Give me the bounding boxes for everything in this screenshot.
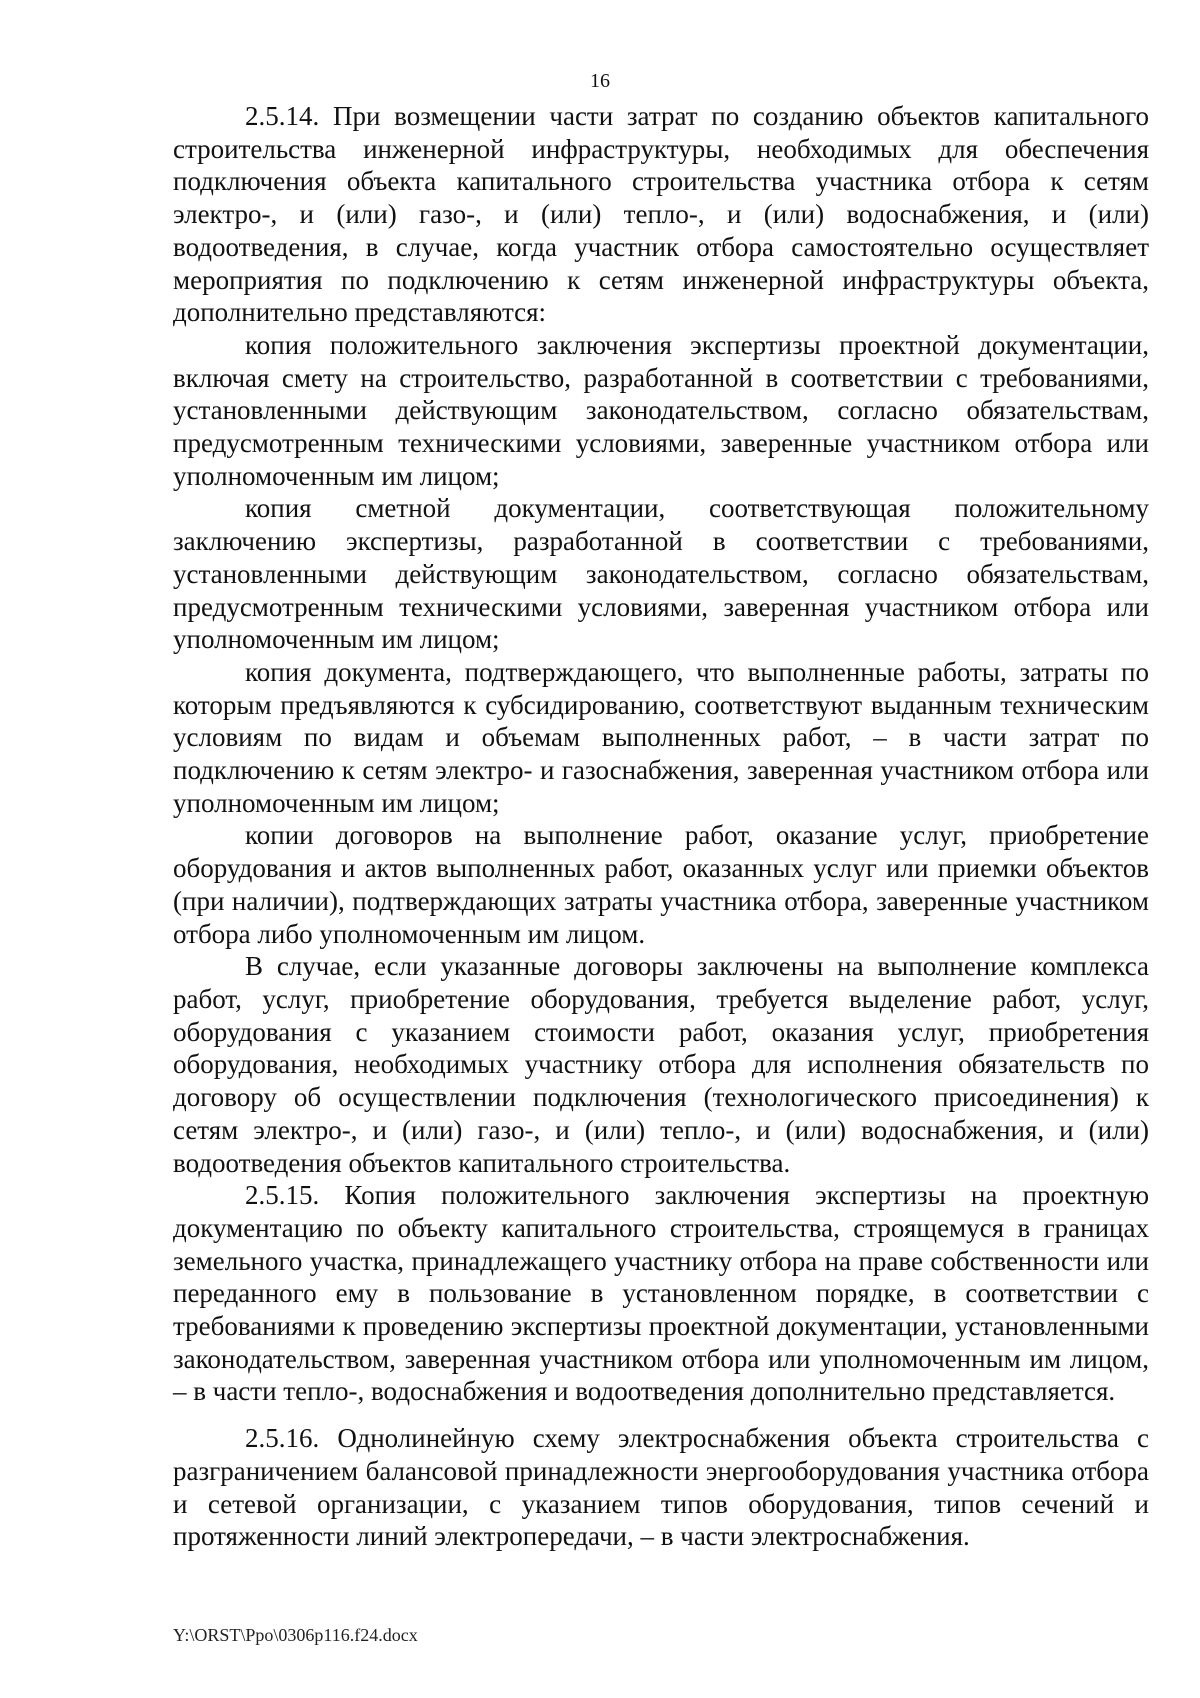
paragraph-2-5-16: 2.5.16. Однолинейную схему электроснабжения объекта строительства с разграничением балансовой принадлежности энергооборудования участника отбора и сетевой организации, с указанием типов оборудования, типов сечений и протяженности линий электропередачи, – в части электроснабжения. bbox=[173, 1423, 1149, 1552]
paragraph-2-5-14: 2.5.14. При возмещении части затрат по созданию объектов капитального строительства инженерной инфраструктуры, необходимых для обеспечения подключения объекта капитального строительства участника отбора к сетям электро-, и (или) газо-, и (или) тепло-, и (или) водоснабжения, и (или) водоотведения, в случае, когда участник отбора самостоятельно осуществляет мероприятия по подключению к сетям инженерной инфраструктуры объекта, дополнительно представляются: bbox=[173, 101, 1149, 328]
paragraph-conformity-document: копия документа, подтверждающего, что выполненные работы, затраты по которым предъявляются к субсидированию, соответствуют выданным техническим условиям по видам и объемам выполненных работ, – в части затрат по подключению к сетям электро- и газоснабжения, заверенная участником отбора или уполномоченным им лицом; bbox=[173, 656, 1149, 818]
page-number: 16 bbox=[590, 70, 610, 92]
paragraph-expertise-copy: копия положительного заключения экспертизы проектной документации, включая смету на строительство, разработанной в соответствии с требованиями, установленными действующим законодательством, согласно обязательствам, предусмотренным техническими условиями, заверенные участником отбора или уполномоченным им лицом; bbox=[173, 329, 1149, 491]
paragraph-complex-contracts: В случае, если указанные договоры заключены на выполнение комплекса работ, услуг, приобретение оборудования, требуется выделение работ, услуг, оборудования с указанием стоимости работ, оказания услуг, приобретения оборудования, необходимых участнику отбора для исполнения обязательств по договору об осуществлении подключения (технологического присоединения) к сетям электро-, и (или) газо-, и (или) тепло-, и (или) водоснабжения, и (или) водоотведения объектов капитального строительства. bbox=[173, 951, 1149, 1178]
document-body bbox=[173, 100, 1149, 1553]
paragraph-2-5-15: 2.5.15. Копия положительного заключения экспертизы на проектную документацию по объекту капитального строительства, строящемуся в границах земельного участка, принадлежащего участнику отбора на праве собственности или переданного ему в пользование в установленном порядке, в соответствии с требованиями к проведению экспертизы проектной документации, установленными законодательством, заверенная участником отбора или уполномоченным им лицом, – в части тепло-, водоснабжения и водоотведения дополнительно представляется. bbox=[173, 1180, 1149, 1407]
footer-file-path: Y:\ORST\Ppo\0306p116.f24.docx bbox=[173, 1625, 418, 1645]
paragraph-contracts-copies: копии договоров на выполнение работ, оказание услуг, приобретение оборудования и актов выполненных работ, оказанных услуг или приемки объектов (при наличии), подтверждающих затраты участника отбора, заверенные участником отбора либо уполномоченным им лицом. bbox=[173, 820, 1149, 949]
paragraph-estimate-copy: копия сметной документации, соответствующая положительному заключению экспертизы, разработанной в соответствии с требованиями, установленными действующим законодательством, согласно обязательствам, предусмотренным техническими условиями, заверенная участником отбора или уполномоченным им лицом; bbox=[173, 493, 1149, 655]
